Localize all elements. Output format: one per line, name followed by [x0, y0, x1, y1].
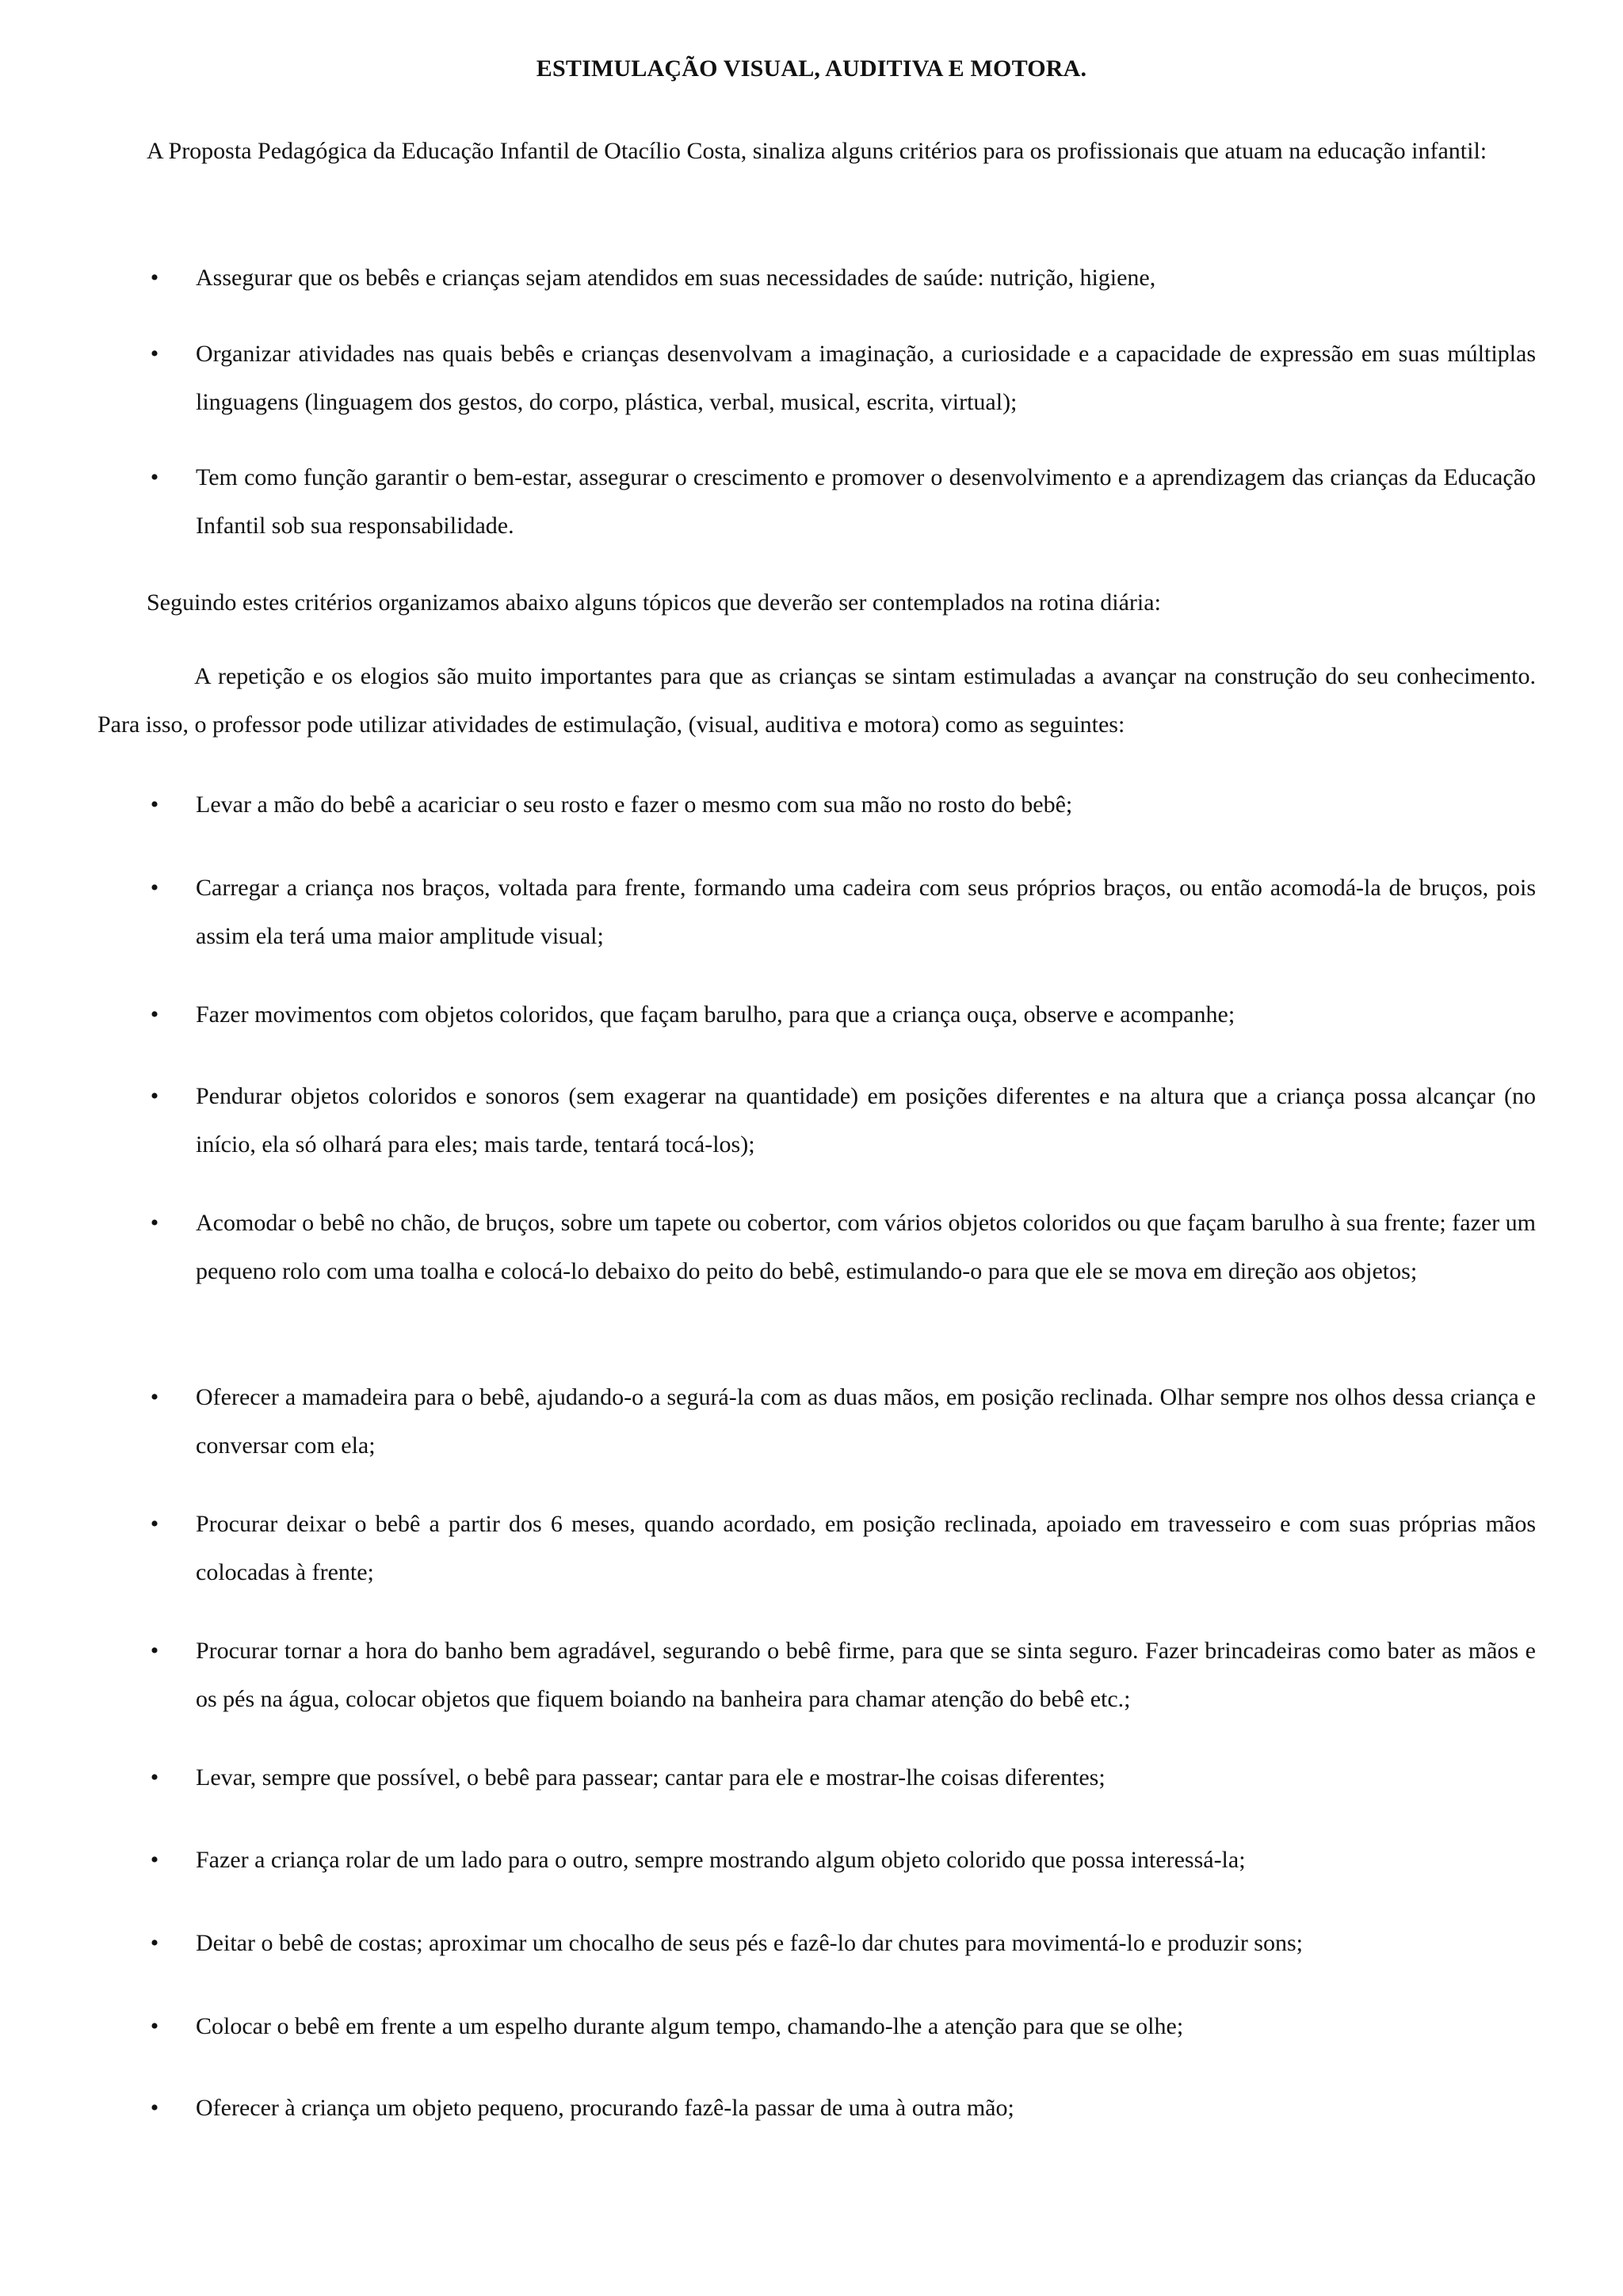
bullet-icon: •: [150, 791, 159, 818]
list-item: Procurar tornar a hora do banho bem agradável, segurando o bebê firme, para que se sinta seguro. Fazer brincadeiras como bater as mãos e os pés na água, colocar objetos que fiquem boiando na banheira para chamar atenção do bebê etc.;: [196, 1638, 1536, 1712]
bullet-icon: •: [150, 1930, 159, 1956]
list-item: Acomodar o bebê no chão, de bruços, sobre um tapete ou cobertor, com vários objetos coloridos ou que façam barulho à sua frente; fazer um pequeno rolo com uma toalha e colocá-lo debaixo do peito do bebê, estimulando-o para que ele se mova em direção aos objetos;: [196, 1210, 1536, 1284]
bullet-icon: •: [150, 875, 159, 901]
bullet-icon: •: [150, 1847, 159, 1873]
list-item: Colocar o bebê em frente a um espelho durante algum tempo, chamando-lhe a atenção para que se olhe;: [196, 2013, 1184, 2039]
list-item: Deitar o bebê de costas; aproximar um chocalho de seus pés e fazê-lo dar chutes para movimentá-lo e produzir sons;: [196, 1930, 1303, 1956]
bullet-icon: •: [150, 2013, 159, 2039]
bullet-icon: •: [150, 2095, 159, 2121]
bullet-icon: •: [150, 1638, 159, 1664]
bullet-icon: •: [150, 1384, 159, 1410]
bullet-icon: •: [150, 1083, 159, 1109]
intro-paragraph: A Proposta Pedagógica da Educação Infantil de Otacílio Costa, sinaliza alguns critérios para os profissionais que atuam na educação infantil:: [147, 138, 1487, 164]
list-item: Pendurar objetos coloridos e sonoros (sem exagerar na quantidade) em posições diferentes e na altura que a criança possa alcançar (no início, ela só olhará para eles; mais tarde, tentará tocá-los);: [196, 1083, 1536, 1158]
bullet-icon: •: [150, 1210, 159, 1236]
bullet-icon: •: [150, 464, 159, 490]
list-item: Levar a mão do bebê a acariciar o seu rosto e fazer o mesmo com sua mão no rosto do bebê;: [196, 791, 1073, 818]
following-paragraph: Seguindo estes critérios organizamos abaixo alguns tópicos que deverão ser contemplados na rotina diária:: [147, 589, 1161, 616]
repetition-paragraph: A repetição e os elogios são muito importantes para que as crianças se sintam estimuladas a avançar na construção do seu conhecimento. Para isso, o professor pode utilizar atividades de estimulação, (visual, auditiva e motora) como as seguintes:: [97, 663, 1536, 738]
list-item: Carregar a criança nos braços, voltada para frente, formando uma cadeira com seus próprios braços, ou então acomodá-la de bruços, pois assim ela terá uma maior amplitude visual;: [196, 875, 1536, 949]
bullet-icon: •: [150, 341, 159, 367]
list-item: Tem como função garantir o bem-estar, assegurar o crescimento e promover o desenvolvimento e a aprendizagem das crianças da Educação Infantil sob sua responsabilidade.: [196, 464, 1536, 539]
bullet-icon: •: [150, 1001, 159, 1028]
list-item: Assegurar que os bebês e crianças sejam atendidos em suas necessidades de saúde: nutrição, higiene,: [196, 265, 1156, 291]
list-item: Oferecer à criança um objeto pequeno, procurando fazê-la passar de uma à outra mão;: [196, 2095, 1014, 2121]
list-item: Organizar atividades nas quais bebês e crianças desenvolvam a imaginação, a curiosidade e a capacidade de expressão em suas múltiplas linguagens (linguagem dos gestos, do corpo, plástica, verbal, musical, escrita, virtual);: [196, 341, 1536, 415]
list-item: Fazer movimentos com objetos coloridos, que façam barulho, para que a criança ouça, observe e acompanhe;: [196, 1001, 1235, 1028]
list-item: Levar, sempre que possível, o bebê para passear; cantar para ele e mostrar-lhe coisas diferentes;: [196, 1764, 1106, 1791]
bullet-icon: •: [150, 265, 159, 291]
list-item: Procurar deixar o bebê a partir dos 6 meses, quando acordado, em posição reclinada, apoiado em travesseiro e com suas próprias mãos colocadas à frente;: [196, 1511, 1536, 1585]
list-item: Oferecer a mamadeira para o bebê, ajudando-o a segurá-la com as duas mãos, em posição reclinada. Olhar sempre nos olhos dessa criança e conversar com ela;: [196, 1384, 1536, 1459]
list-item: Fazer a criança rolar de um lado para o outro, sempre mostrando algum objeto colorido que possa interessá-la;: [196, 1847, 1246, 1873]
bullet-icon: •: [150, 1764, 159, 1791]
document-title: ESTIMULAÇÃO VISUAL, AUDITIVA E MOTORA.: [536, 55, 1087, 82]
bullet-icon: •: [150, 1511, 159, 1537]
